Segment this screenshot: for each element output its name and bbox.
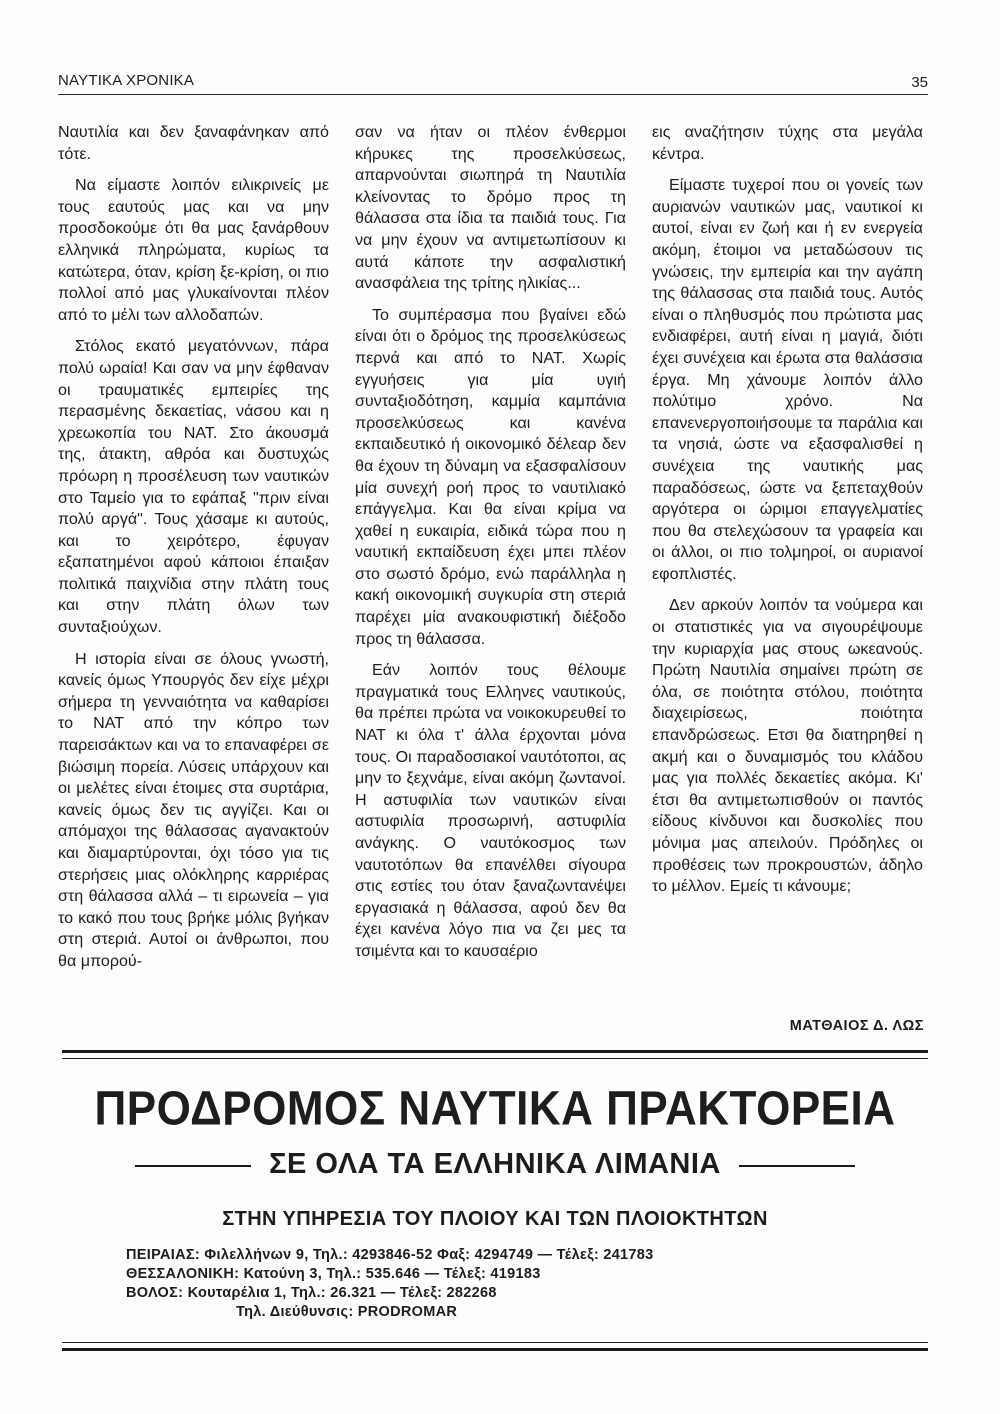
contact-thessaloniki: ΘΕΣΣΑΛΟΝΙΚΗ: Κατούνη 3, Τηλ.: 535.646 — Τέλεξ: 419183: [126, 1266, 541, 1282]
paragraph: Η ιστορία είναι σε όλους γνωστή, κανείς όμως Υπουργός δεν είχε μέχρι σήμερα τη γενναιότητα να καθαρίσει το ΝΑΤ από την κόπρο των παρεισάκτων και να το επαναφέρει σε βιώσιμη πορεία. Λύσεις υπάρχουν και οι μελέτες είναι έτοιμες στα συρτάρια, κανείς όμως δεν τις αγγίζει. Και οι απόμαχοι της θάλασσας αγανακτούν και διαμαρτύρονται, όχι τόσο για τις στερήσεις μιας ολόκληρης καρριέρας στη θάλασσα αλλά – τι ειρωνεία – για το κακό που τους βρήκε μόλις βγήκαν στη στεριά. Αυτοί οι άνθρωποι, που θα μπορού-: [58, 649, 329, 970]
advert-top-rule: [62, 1050, 928, 1059]
advert-subtitle-row: [62, 1148, 928, 1184]
subtitle-right-line: [739, 1165, 855, 1167]
contact-volos: ΒΟΛΟΣ: Κουταρέλια 1, Τηλ.: 26.321 — Τέλεξ: 282268: [126, 1285, 497, 1301]
page-header: [58, 70, 928, 95]
journal-title: ΝΑΥΤΙΚΑ ΧΡΟΝΙΚΑ: [58, 72, 195, 89]
paragraph: σαν να ήταν οι πλέον ένθερμοι κήρυκες της προσελκύσεως, απαρνούνται σιωπηρά τη Ναυτιλία κλείνοντας το δρόμο προς τη θάλασσα στα ίδια τα παιδιά τους. Για να μην έχουν να αντιμετωπίσουν κι αυτά κάποτε την ασφαλιστική ανασφάλεια της τρίτης ηλικίας...: [355, 123, 626, 293]
subtitle-left-line: [135, 1165, 251, 1167]
paragraph: Να είμαστε λοιπόν ειλικρινείς με τους εαυτούς μας και να μην προσδοκούμε ότι θα μας ξανάρθουν ελληνικά πληρώματα, κυρίως τα κατώτερα, όταν, κρίση ξε-κρίση, οι πιο πολλοί από μας γλυκαίνονται πλέον από το μέλι των αλλοδαπών.: [58, 176, 329, 324]
paragraph: Είμαστε τυχεροί που οι γονείς των αυριανών ναυτικών μας, ναυτικοί κι αυτοί, είναι εν ζωή και ή εν ενεργεία ακόμη, έτοιμοι να μεταδώσουν τις γνώσεις, την εμπειρία και την αγάπη της θάλασσας στα παιδιά τους. Αυτός είναι ο πληθυσμός που πρώτιστα μας ενδιαφέρει, αυτή είναι η μαγιά, διότι έχει συνέχεια και έρωτα στα θαλάσσια έργα. Μη χάνουμε λοιπόν άλλο πολύτιμο χρόνο. Να επανενεργοποιήσουμε τα παράλια και τα νησιά, ώστε να εξασφαλισθεί η συνέχεια της ναυτικής μας παραδόσεως, ώστε να ξεπεταχθούν αργότερα οι ώριμοι επαγγελματίες που θα στελεχώσουν τα γραφεία και οι άλλοι, οι πιο τολμηροί, οι αυριανοί εφοπλιστές.: [652, 176, 923, 583]
contact-piraeus: ΠΕΙΡΑΙΑΣ: Φιλελλήνων 9, Τηλ.: 4293846-52 Φαξ: 4294749 — Τέλεξ: 241783: [126, 1247, 654, 1263]
article-column-3: [652, 122, 923, 1036]
paragraph: Στόλος εκατό μεγατόννων, πάρα πολύ ωραία! Και σαν να μην έφθαναν οι τραυματικές εμπειρίες της περασμένης δεκαετίας, νάσου και η χρεωκοπία του ΝΑΤ. Στο άκουσμά της, άτακτη, αθρόα και δυστυχώς πρόωρη η προσέλευση των ναυτικών στο Ταμείο για το εφάπαξ "πριν είναι πολύ αργά". Τους χάσαμε κι αυτούς, και το χειρότερο, έφυγαν εξαπατημένοι αφού κάποιοι έπαιξαν πολιτικά παιχνίδια στην πλάτη τους και στην πλάτη όλων των συνταξιούχων.: [58, 337, 329, 637]
advert-contacts: [126, 1246, 846, 1322]
contact-directors: Τηλ. Διεύθυνσις: PRODROMAR: [236, 1304, 458, 1320]
article-body: [58, 122, 924, 1036]
advertisement: [62, 1062, 928, 1340]
advert-subtitle: ΣΕ ΟΛΑ ΤΑ ΕΛΛΗΝΙΚΑ ΛΙΜΑΝΙΑ: [269, 1148, 721, 1180]
advert-service-line: ΣΤΗΝ ΥΠΗΡΕΣΙΑ ΤΟΥ ΠΛΟΙΟΥ ΚΑΙ ΤΩΝ ΠΛΟΙΟΚΤΗΤΩΝ: [222, 1208, 768, 1230]
advert-bottom-rule: [62, 1342, 928, 1351]
paragraph: Ναυτιλία και δεν ξαναφάνηκαν από τότε.: [58, 123, 329, 163]
page-number: 35: [911, 74, 928, 91]
author-byline: ΜΑΤΘΑΙΟΣ Δ. ΛΩΣ: [789, 1018, 924, 1034]
paragraph: Το συμπέρασμα που βγαίνει εδώ είναι ότι ο δρόμος της προσελκύσεως περνά και από το ΝΑΤ. Χωρίς εγγυήσεις για μία υγιή συνταξιοδότηση, καμμία καμπάνια προσελκύσεως και κανένα εκπαιδευτικό ή οικονομικό δέλεαρ δεν θα έχουν τη δύναμη να εξασφαλίσουν μία συνεχή ροή προς το ναυτιλιακό επάγγελμα. Και θα είναι κρίμα να χαθεί η ευκαιρία, ειδικά τώρα που η ναυτική εκπαίδευση έχει μπει πλέον στο σωστό δρόμο, ενώ παράλληλα η κακή οικονομική συγκυρία στη στεριά παρέχει μία ανακουφιστική διέξοδο προς τη θάλασσα.: [355, 305, 626, 648]
paragraph: Εάν λοιπόν τους θέλουμε πραγματικά τους Ελληνες ναυτικούς, θα πρέπει πρώτα να νοικοκυρευθεί το ΝΑΤ κι όλα τ' άλλα έρχονται μόνα τους. Οι παραδοσιακοί ναυτότοποι, ας μην το ξεχνάμε, είναι ακόμη ζωντανοί. Η αστυφιλία των ναυτικών είναι αστυφιλία προσωρινή, αστυφιλία ανάγκης. Ο ναυτόκοσμος των ναυτοτόπων θα επανέλθει σίγουρα στις εστίες του όταν ξαναζωντανέψει εργασιακά η θάλασσα, αφού δεν θα έχει κανένα λόγο πια να ζει μες τα τσιμέντα και το καυσαέριο: [355, 661, 626, 960]
article-column-1: [58, 122, 329, 1036]
paragraph: Δεν αρκούν λοιπόν τα νούμερα και οι στατιστικές για να σιγουρέψουμε την κυριαρχία μας στους ωκεανούς. Πρώτη Ναυτιλία σημαίνει πρώτη σε όλα, σε ποιότητα στόλου, ποιότητα διαχειρίσεως, ποιότητα επανδρώσεως. Ετσι θα διατηρηθεί η ακμή και ο δυναμισμός του κλάδου μας για πολλές δεκαετίες ακόμα. Κι' έτσι θα αντιμετωπισθούν οι παντός είδους κίνδυνοι και δυσκολίες που μόνιμα μας απειλούν. Πρόδηλες οι προθέσεις των προκρουστών, άδηλο το μέλλον. Εμείς τι κάνουμε;: [652, 596, 923, 896]
advert-title: ΠΡΟΔΡΟΜΟΣ ΝΑΥΤΙΚΑ ΠΡΑΚΤΟΡΕΙΑ: [94, 1081, 896, 1136]
paragraph: εις αναζήτησιν τύχης στα μεγάλα κέντρα.: [652, 123, 923, 163]
article-column-2: [355, 122, 626, 1036]
